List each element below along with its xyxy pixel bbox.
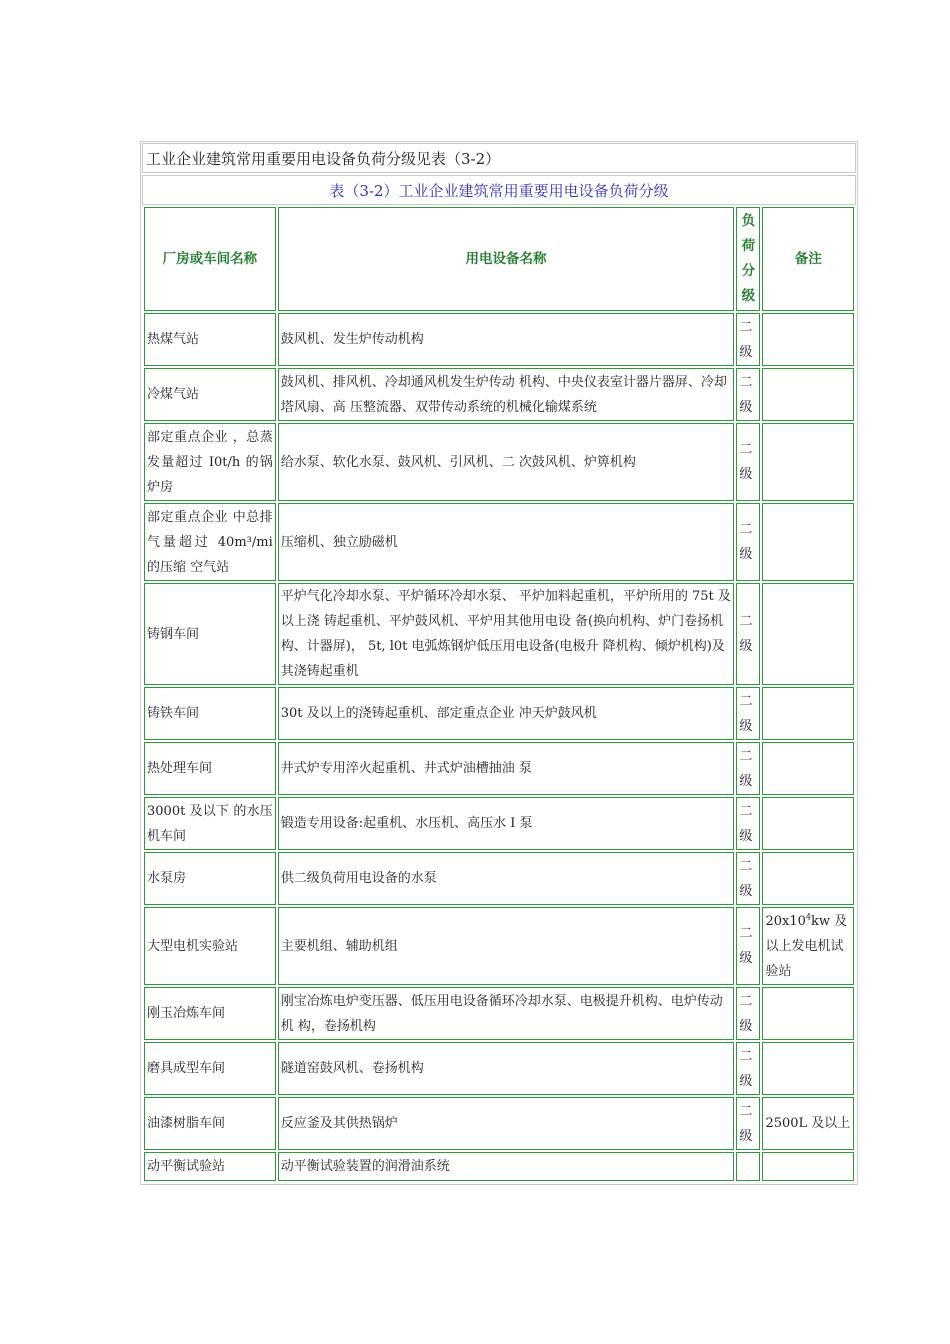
workshop-cell: 部定重点企业 中总排气量超过 40m³/mi 的压缩 空气站 bbox=[144, 503, 276, 581]
remark-cell bbox=[762, 368, 854, 421]
level-cell: 二级 bbox=[736, 987, 760, 1040]
equipment-cell: 反应釜及其供热锅炉 bbox=[278, 1097, 735, 1150]
level-cell: 二级 bbox=[736, 1042, 760, 1095]
equipment-cell: 压缩机、独立励磁机 bbox=[278, 503, 735, 581]
level-cell: 二级 bbox=[736, 852, 760, 905]
workshop-cell: 热处理车间 bbox=[144, 742, 276, 795]
remark-cell bbox=[762, 907, 854, 985]
table-row bbox=[144, 852, 854, 905]
workshop-cell: 油漆树脂车间 bbox=[144, 1097, 276, 1150]
equipment-cell: 主要机组、辅助机组 bbox=[278, 907, 735, 985]
table-row bbox=[144, 313, 854, 366]
table-row bbox=[144, 1042, 854, 1095]
level-cell: 二级 bbox=[736, 907, 760, 985]
equipment-cell: 锻造专用设备:起重机、水压机、高压水 I 泵 bbox=[278, 797, 735, 850]
workshop-cell: 铸铁车间 bbox=[144, 687, 276, 740]
remark-cell bbox=[762, 852, 854, 905]
level-cell: 二级 bbox=[736, 313, 760, 366]
table-row bbox=[144, 368, 854, 421]
level-cell: 二级 bbox=[736, 687, 760, 740]
remark-cell bbox=[762, 987, 854, 1040]
table-row bbox=[144, 797, 854, 850]
table-row bbox=[144, 1097, 854, 1150]
equipment-cell: 隧道窑鼓风机、卷扬机构 bbox=[278, 1042, 735, 1095]
table-row bbox=[144, 987, 854, 1040]
remark-cell bbox=[762, 423, 854, 501]
workshop-cell: 刚玉冶炼车间 bbox=[144, 987, 276, 1040]
header-equipment: 用电设备名称 bbox=[278, 207, 735, 311]
remark-text-suffix: kw 及以上发电机试验站 bbox=[765, 913, 848, 979]
remark-cell bbox=[762, 1152, 854, 1181]
table-frame bbox=[140, 141, 858, 1185]
workshop-cell: 热煤气站 bbox=[144, 313, 276, 366]
remark-text-prefix: 20x10 bbox=[765, 913, 806, 929]
workshop-cell: 动平衡试验站 bbox=[144, 1152, 276, 1181]
load-classification-table bbox=[142, 205, 856, 1183]
remark-cell: 2500L 及以上 bbox=[762, 1097, 854, 1150]
table-row bbox=[144, 687, 854, 740]
workshop-cell: 3000t 及以下 的水压机车间 bbox=[144, 797, 276, 850]
table-subtitle: 表（3-2）工业企业建筑常用重要用电设备负荷分级 bbox=[142, 175, 856, 205]
level-cell: 二级 bbox=[736, 797, 760, 850]
equipment-cell: 给水泵、软化水泵、鼓风机、引风机、二 次鼓风机、炉箅机构 bbox=[278, 423, 735, 501]
level-cell bbox=[736, 1152, 760, 1181]
remark-cell bbox=[762, 503, 854, 581]
workshop-cell: 大型电机实验站 bbox=[144, 907, 276, 985]
remark-cell bbox=[762, 1042, 854, 1095]
workshop-cell: 水泵房 bbox=[144, 852, 276, 905]
table-row bbox=[144, 742, 854, 795]
workshop-cell: 铸钢车间 bbox=[144, 583, 276, 685]
table-row bbox=[144, 907, 854, 985]
equipment-cell: 供二级负荷用电设备的水泵 bbox=[278, 852, 735, 905]
level-cell: 二级 bbox=[736, 503, 760, 581]
header-remark: 备注 bbox=[762, 207, 854, 311]
remark-cell bbox=[762, 742, 854, 795]
table-caption: 工业企业建筑常用重要用电设备负荷分级见表（3-2） bbox=[142, 143, 856, 173]
table-row bbox=[144, 1152, 854, 1181]
equipment-cell: 鼓风机、排风机、冷却通风机发生炉传动 机构、中央仪表室计器片器屏、冷却塔风扇、高 压整流器、双带传动系统的机械化输煤系统 bbox=[278, 368, 735, 421]
remark-cell bbox=[762, 687, 854, 740]
remark-cell bbox=[762, 313, 854, 366]
equipment-cell: 30t 及以上的浇铸起重机、部定重点企业 冲天炉鼓风机 bbox=[278, 687, 735, 740]
workshop-cell: 部定重点企业 ，总蒸发量超过 I0t/h 的锅炉房 bbox=[144, 423, 276, 501]
level-cell: 二级 bbox=[736, 423, 760, 501]
table-row bbox=[144, 503, 854, 581]
equipment-cell: 井式炉专用淬火起重机、井式炉油槽抽油 泵 bbox=[278, 742, 735, 795]
header-workshop: 厂房或车间名称 bbox=[144, 207, 276, 311]
level-cell: 二级 bbox=[736, 583, 760, 685]
table-row bbox=[144, 583, 854, 685]
table-row bbox=[144, 423, 854, 501]
remark-cell bbox=[762, 583, 854, 685]
equipment-cell: 动平衡试验装置的润滑油系统 bbox=[278, 1152, 735, 1181]
level-cell: 二级 bbox=[736, 742, 760, 795]
workshop-cell: 冷煤气站 bbox=[144, 368, 276, 421]
equipment-cell: 平炉气化冷却水泵、平炉循环冷却水泵、 平炉加料起重机，平炉所用的 75t 及以上浇 铸起重机、平炉鼓风机、平炉用其他用电设 备(换向机构、炉门卷扬机构、计器屏)， 5t, l0t 电弧炼钢炉低压用电设备(电极升 降机构、倾炉机构)及其浇铸起重机 bbox=[278, 583, 735, 685]
remark-cell bbox=[762, 797, 854, 850]
level-cell: 二级 bbox=[736, 1097, 760, 1150]
equipment-cell: 鼓风机、发生炉传动机构 bbox=[278, 313, 735, 366]
equipment-cell: 刚宝冶炼电炉变压器、低压用电设备循环冷却水泵、电极提升机构、电炉传动机 构，卷扬机构 bbox=[278, 987, 735, 1040]
level-cell: 二级 bbox=[736, 368, 760, 421]
header-level: 负荷分级 bbox=[736, 207, 760, 311]
remark-exponent: 4 bbox=[805, 912, 811, 922]
workshop-cell: 磨具成型车间 bbox=[144, 1042, 276, 1095]
